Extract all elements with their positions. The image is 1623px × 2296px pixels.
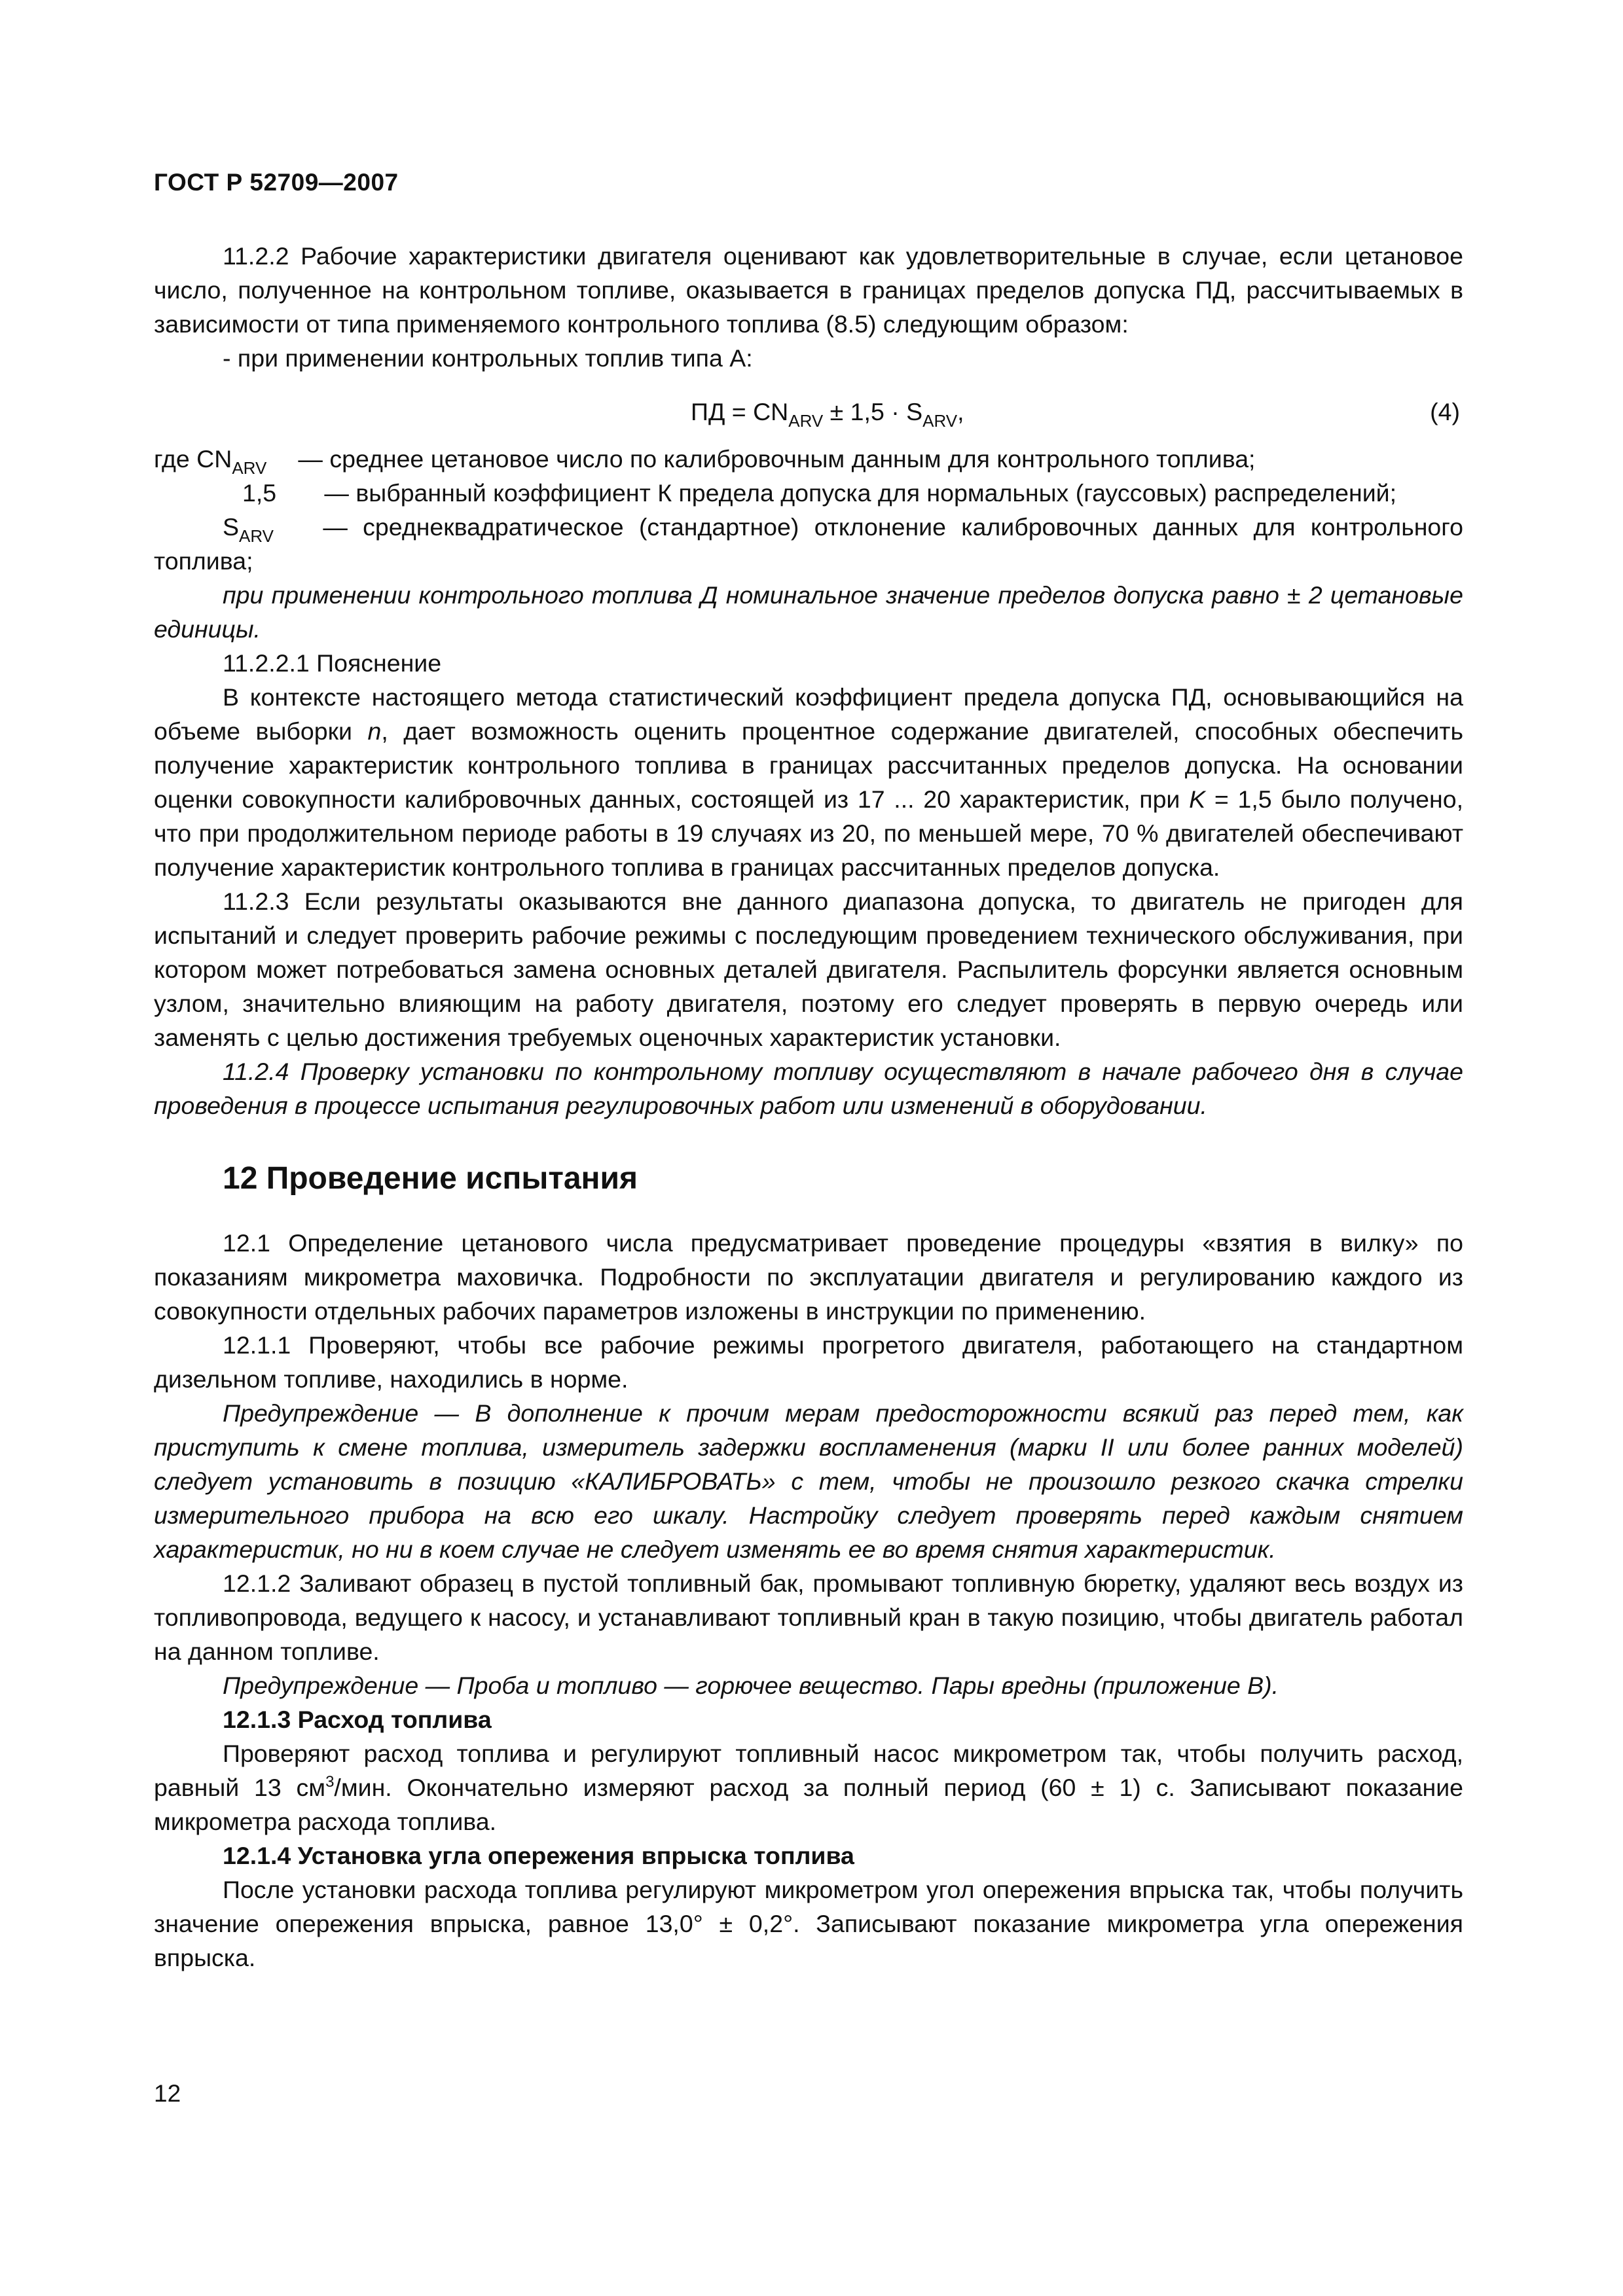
paragraph-12-1-4: После установки расхода топлива регулируют микрометром угол опережения впрыска так, чтобы получить значение опережения впрыска, равное 13,0° ± 0,2°. Записывают показание микрометра угла опережения впрыска. [154, 1876, 1463, 1971]
where-symbol-3-base: S [223, 513, 240, 541]
where-symbol-3-sub: ARV [239, 526, 274, 546]
where-row-3 [154, 510, 1463, 578]
text-run: /мин. Окончательно измеряют расход за полный период (60 ± 1) с. Записывают показание микрометра расхода топлива. [154, 1774, 1463, 1835]
subsection-12-1-4: 12.1.4 Установка угла опережения впрыска топлива [223, 1842, 854, 1869]
formula-number: (4) [1430, 398, 1460, 425]
formula-sub-1: ARV [788, 411, 824, 431]
document-header: ГОСТ Р 52709—2007 [154, 169, 399, 196]
paragraph-11-2-2: 11.2.2 Рабочие характеристики двигателя оценивают как удовлетворительные в случае, если цетановое число, полученное на контрольном топливе, оказывается в границах пределов допуска ПД, рассчитываемых в зависимости от типа применяемого контрольного топлива (8.5) следующим образом: [154, 242, 1463, 338]
paragraph-12-1-1: 12.1.1 Проверяют, чтобы все рабочие режимы прогретого двигателя, работающего на стандартном дизельном топливе, находились в норме. [154, 1331, 1463, 1393]
paragraph-type-a: - при применении контрольных топлив типа А: [223, 344, 753, 372]
where-definition-2: — выбранный коэффициент К предела допуска для нормальных (гауссовых) распределений; [318, 479, 1397, 507]
formula-mid: ± 1,5 · S [823, 398, 923, 425]
section-title: 12 Проведение испытания [223, 1161, 638, 1196]
document-body [154, 239, 1463, 1975]
formula-lhs: ПД = CN [691, 398, 789, 425]
text-run: Проверяют расход топлива и регулируют топливный насос микрометром так, чтобы получить расход, равный 13 см [154, 1740, 1463, 1801]
where-prefix: где CN [154, 445, 232, 473]
text-run: , дает возможность оценить процентное содержание двигателей, способных обеспечить получение характеристик контрольного топлива в границах рассчитанных пределов допуска. На основании оценки совокупности калибровочных данных, состоящей из 17 ... 20 характеристик, при [154, 717, 1464, 813]
italic-k: K [1189, 785, 1206, 813]
paragraph-11-2-4: 11.2.4 Проверку установки по контрольному топливу осуществляют в начале рабочего дня в случае проведения в процессе испытания регулировочных работ или изменений в оборудовании. [154, 1058, 1463, 1119]
formula-expression [691, 395, 964, 429]
italic-n: n [367, 717, 382, 745]
paragraph-11-2-3: 11.2.3 Если результаты оказываются вне данного диапазона допуска, то двигатель не пригоден для испытаний и следует проверить рабочие режимы с последующим проведением технического обслуживания, при котором может потребоваться замена основных деталей двигателя. Распылитель форсунки является основным узлом, значительно влияющим на работу двигателя, поэтому его следует проверять в первую очередь или заменять с целью достижения требуемых оценочных характеристик установки. [154, 888, 1463, 1051]
warning-calibrate: Предупреждение — В дополнение к прочим мерам предосторожности всякий раз перед тем, как приступить к смене топлива, измеритель задержки воспламенения (марки II или более ранних моделей) следует установить в позицию «КАЛИБРОВАТЬ» с тем, чтобы не произошло резкого скачка стрелки измерительного прибора на всю его шкалу. Настройку следует проверять перед каждым снятием характеристик, но ни в коем случае не следует изменять ее во время снятия характеристик. [154, 1399, 1463, 1563]
subsection-12-1-3: 12.1.3 Расход топлива [223, 1706, 492, 1733]
superscript: 3 [325, 1773, 335, 1791]
paragraph-12-1-3 [154, 1736, 1463, 1839]
where-symbol-2: 1,5 [242, 479, 277, 507]
text-run: В контексте настоящего метода статистический коэффициент предела допуска ПД, основывающийся на объеме выборки [154, 683, 1463, 745]
text-run: = 1,5 было получено, что при продолжительном периоде работы в 19 случаях из 20, по меньшей мере, 70 % двигателей обеспечивают получение характеристик контрольного топлива в границах рассчитанных пределов допуска. [154, 785, 1464, 881]
where-definition-3: — среднеквадратическое (стандартное) отклонение калибровочных данных для контрольного топлива; [154, 513, 1463, 575]
where-row-2 [154, 476, 1463, 510]
paragraph-fuel-d: при применении контрольного топлива Д номинальное значение пределов допуска равно ± 2 цетановые единицы. [154, 581, 1463, 643]
paragraph-12-1-2: 12.1.2 Заливают образец в пустой топливный бак, промывают топливную бюретку, удаляют весь воздух из топливопровода, ведущего к насосу, и устанавливают топливный кран в такую позицию, чтобы двигатель работал на данном топливе. [154, 1570, 1463, 1665]
where-definition-1: — среднее цетановое число по калибровочным данным для контрольного топлива; [291, 445, 1256, 473]
where-row-1 [154, 442, 1463, 476]
paragraph-12-1: 12.1 Определение цетанового числа предусматривает проведение процедуры «взятия в вилку» по показаниям микрометра маховичка. Подробности по эксплуатации двигателя и регулированию каждого из совокупности отдельных рабочих параметров изложены в инструкции по применению. [154, 1229, 1463, 1325]
formula-sub-2: ARV [922, 411, 958, 431]
formula-4 [154, 382, 1463, 442]
paragraph-11-2-2-1-text [154, 680, 1463, 884]
warning-flammable: Предупреждение — Проба и топливо — горючее вещество. Пары вредны (приложение В). [223, 1672, 1279, 1699]
formula-tail: , [957, 398, 964, 425]
where-symbol-1-sub: ARV [232, 458, 267, 478]
page-number: 12 [154, 2080, 181, 2107]
paragraph-11-2-2-1-title: 11.2.2.1 Пояснение [223, 649, 442, 677]
where-symbol-3 [223, 510, 308, 544]
where-symbol-1 [154, 442, 291, 476]
